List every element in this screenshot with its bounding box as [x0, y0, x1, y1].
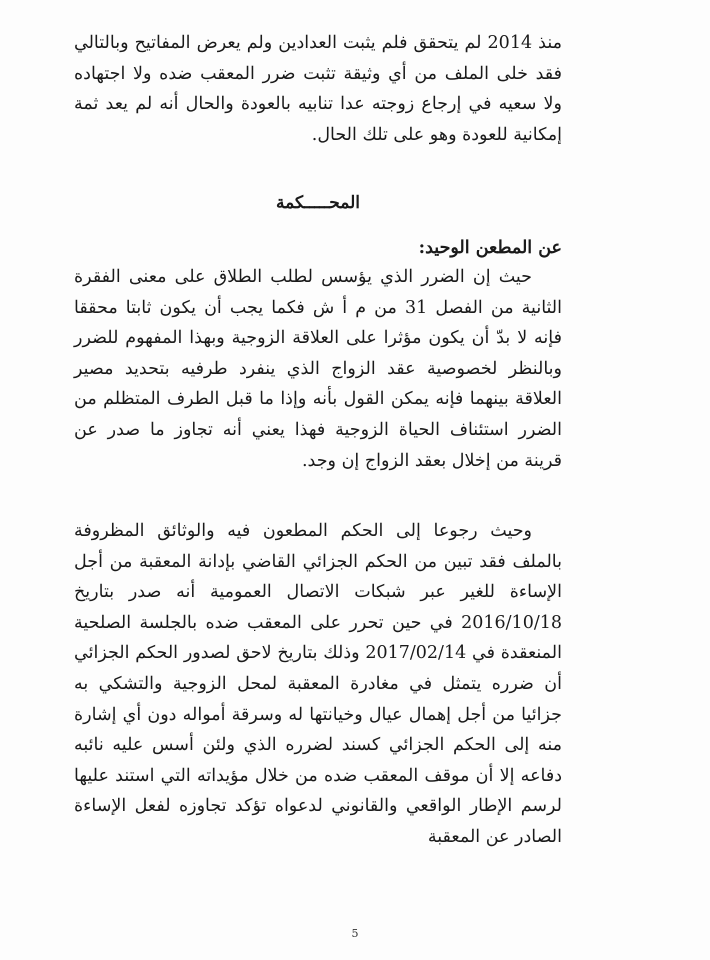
intro-paragraph: منذ 2014 لم يتحقق فلم يثبت العدادين ولم يعرض المفاتيح وبالتالي فقد خلى الملف من أي وثيقة تثبت ضرر المعقب ضده ولا اجتهاده ولا سعيه في إرجاع زوجته عدا تنابيه بالعودة والحال أنه لم يعد ثمة إمكانية للعودة وهو على تلك الحال.	[74, 33, 562, 145]
paragraph-2-block	[74, 516, 562, 853]
section-heading: المحـــــكمة	[276, 193, 360, 213]
paragraph-2: وحيث رجوعا إلى الحكم المطعون فيه والوثائق المظروفة بالملف فقد تبين من الحكم الجزائي القاضي بإدانة المعقبة من أجل الإساءة للغير عبر شبكات الاتصال العمومية أنه صدر بتاريخ 2016/10/18 في حين تحرر على المعقب ضده بالجلسة الصلحية المنعقدة في 2017/02/14 وذلك بتاريخ لاحق لصدور الحكم الجزائي أن ضرره يتمثل في مغادرة المعقبة لمحل الزوجية والتشكي به جزائيا من أجل إهمال عيال وخيانتها له وسرقة أمواله دون أي إشارة منه إلى الحكم الجزائي كسند لضرره الذي ولئن أسس عليه نائبه دفاعه إلا أن موقف المعقب ضده من خلال مؤيداته التي استند عليها لرسم الإطار الواقعي والقانوني لدعواه تؤكد تجاوزه لفعل الإساءة الصادر عن المعقبة	[74, 521, 562, 847]
paragraph-1: حيث إن الضرر الذي يؤسس لطلب الطلاق على معنى الفقرة الثانية من الفصل 31 من م أ ش فكما يجب أن يكون ثابتا محققا فإنه لا بدّ أن يكون مؤثرا على العلاقة الزوجية وبهذا المفهوم للضرر وبالنظر لخصوصية عقد الزواج الذي ينفرد طرفيه بتحديد مصير العلاقة بينهما فإنه يمكن القول بأنه وإذا ما قبل الطرف المتظلم من الضرر استئناف الحياة الزوجية فهذا يعني أنه تجاوز ما صدر عن قرينة من إخلال بعقد الزواج إن وجد.	[74, 267, 562, 471]
paragraph-1-block	[74, 262, 562, 476]
subheading: عن المطعن الوحيد:	[418, 238, 562, 258]
page-number: 5	[351, 927, 359, 940]
intro-paragraph-block	[74, 28, 562, 150]
